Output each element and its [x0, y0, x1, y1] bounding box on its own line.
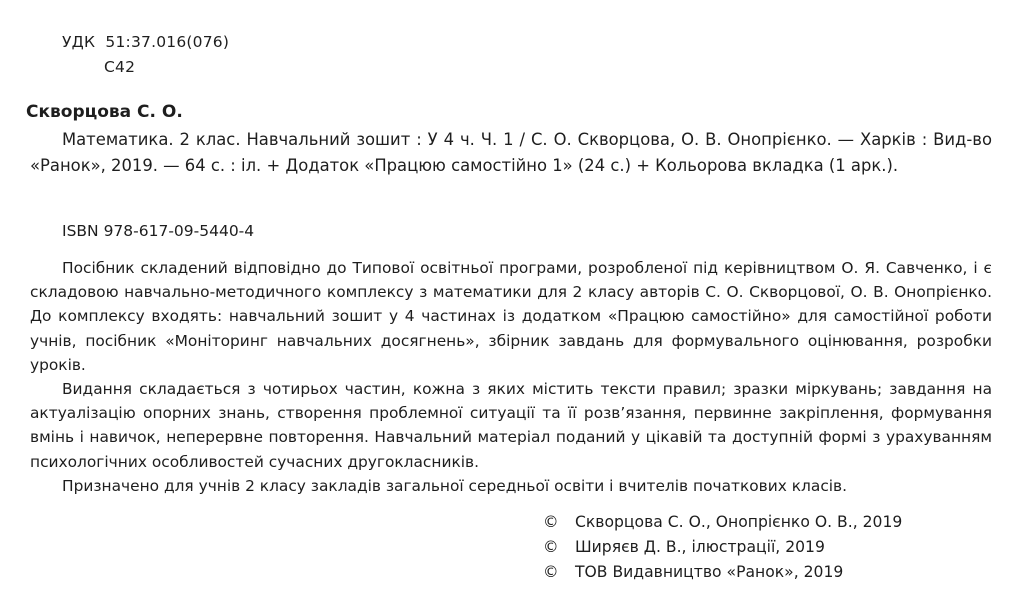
copyright-block	[543, 510, 902, 585]
isbn: ISBN 978-617-09-5440-4	[62, 222, 255, 240]
abstract-paragraph: Посібник складений відповідно до Типової освітньої програми, розробленої під керівництвом О. Я. Савченко, і є складовою навчально-методичного комплексу з математики для 2 класу авторів С. О. Скворцової, О. В. Онопрієнко. До комплексу входять: навчальний зошит у 4 частинах із додатком «Працюю самостійно» для самостійної роботи учнів, посібник «Моніторинг навчальних досягнень», збірник завдань для формувального оцінювання, розробки уроків.	[30, 259, 992, 374]
copyright-text: Скворцова С. О., Онопрієнко О. В., 2019	[575, 513, 903, 531]
copyright-symbol: ©	[543, 563, 559, 581]
copyright-line	[543, 535, 902, 560]
copyright-text: Ширяєв Д. В., ілюстрації, 2019	[575, 538, 825, 556]
copyright-symbol: ©	[543, 513, 559, 531]
author-heading: Скворцова С. О.	[26, 102, 183, 122]
udk-block	[62, 30, 229, 80]
copyright-symbol: ©	[543, 538, 559, 556]
bibliographic-description: Математика. 2 клас. Навчальний зошит : У 4 ч. Ч. 1 / С. О. Скворцова, О. В. Онопрієнко. — Харків : Вид-во «Ранок», 2019. — 64 с. : іл. + Додаток «Працюю самостійно 1» (24 с.) + Кольорова вкладка (1 арк.).	[30, 130, 992, 175]
abstract	[30, 256, 992, 498]
copyright-line	[543, 510, 902, 535]
copyright-line	[543, 560, 902, 585]
abstract-paragraph: Видання складається з чотирьох частин, кожна з яких містить тексти правил; зразки міркувань; завдання на актуалізацію опорних знань, створення проблемної ситуації та її розв’язання, первинне закріплення, формування вмінь і навичок, неперервне повторення. Навчальний матеріал поданий у цікавій та доступній формі з урахуванням психологічних особливостей сучасних другокласників.	[30, 380, 992, 471]
abstract-paragraph: Призначено для учнів 2 класу закладів загальної середньої освіти і вчителів початкових класів.	[62, 476, 848, 495]
author-mark: С42	[104, 58, 136, 76]
copyright-text: ТОВ Видавництво «Ранок», 2019	[575, 563, 844, 581]
udk-code: УДК 51:37.016(076)	[62, 33, 230, 51]
